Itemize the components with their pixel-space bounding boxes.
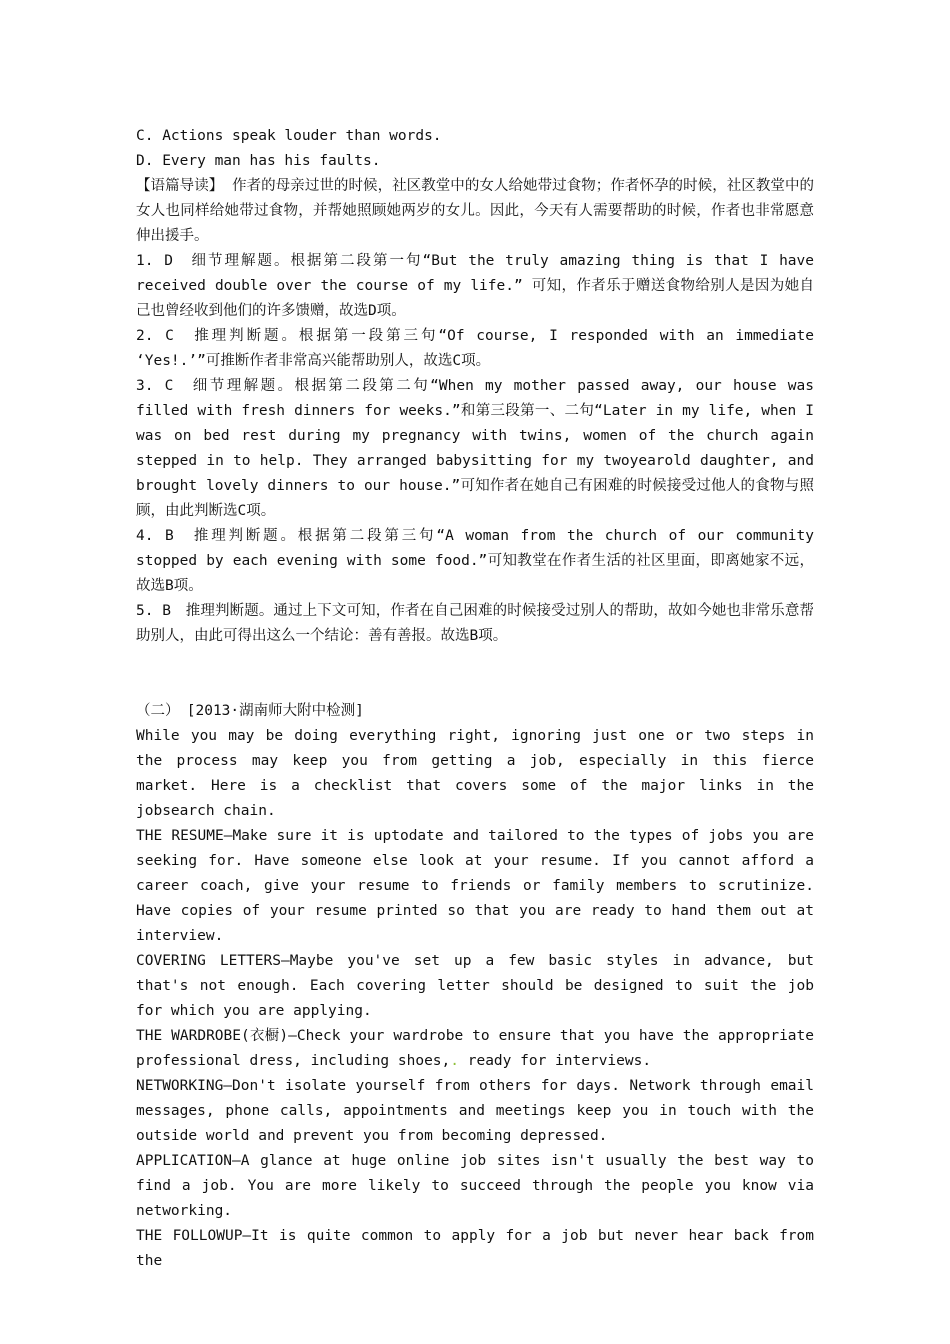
wardrobe-dot: . <box>450 1053 460 1069</box>
followup-paragraph: THE FOLLOWUP—It is quite common to apply for a job but never hear back from the <box>136 1228 814 1269</box>
answer-3: 3. C 细节理解题。根据第二段第二句“When my mother passed away, our house was filled with fresh dinners for weeks.”和第三段第一、二句“Later in my life, when I was on bed rest during my pregnancy with twins, women of the church again stepped in to help. They arranged babysitting for my twoyearold daughter, and brought lovely dinners to our house.”可知作者在她自己有困难的时候接受过他人的食物与照顾，由此判断选C项。 <box>136 378 814 519</box>
option-d: D. Every man has his faults. <box>136 153 381 169</box>
covering-letters-paragraph: COVERING LETTERS—Maybe you've set up a few basic styles in advance, but that's not enough. Each covering letter should be designed to suit the job for which you are applying. <box>136 953 814 1019</box>
wardrobe-paragraph <box>136 1024 814 1074</box>
section-heading: （二） [2013·湖南师大附中检测] <box>136 703 364 719</box>
answer-5: 5. B 推理判断题。通过上下文可知，作者在自己困难的时候接受过别人的帮助，故如今她也非常乐意帮助别人，由此可得出这么一个结论：善有善报。故选B项。 <box>136 603 814 644</box>
application-paragraph: APPLICATION—A glance at huge online job sites isn't usually the best way to find a job. You are more likely to succeed through the people you know via networking. <box>136 1153 814 1219</box>
wardrobe-text-b: ready for interviews. <box>459 1053 652 1069</box>
passage-guide: 【语篇导读】 作者的母亲过世的时候，社区教堂中的女人给她带过食物；作者怀孕的时候，社区教堂中的女人也同样给她带过食物，并帮她照顾她两岁的女儿。因此，今天有人需要帮助的时候，作者也非常愿意伸出援手。 <box>136 178 814 244</box>
section-spacer <box>136 649 814 699</box>
wardrobe-text-a: THE WARDROBE(衣橱)—Check your wardrobe to ensure that you have the appropriate professional dress, including shoes, <box>136 1028 814 1069</box>
answer-4: 4. B 推理判断题。根据第二段第三句“A woman from the church of our community stopped by each evening with some food.”可知教堂在作者生活的社区里面，即离她家不远，故选B项。 <box>136 528 814 594</box>
document-page <box>136 124 814 1274</box>
intro-paragraph: While you may be doing everything right, ignoring just one or two steps in the process may keep you from getting a job, especially in this fierce market. Here is a checklist that covers some of the major links in the jobsearch chain. <box>136 728 814 819</box>
answer-2: 2. C 推理判断题。根据第一段第三句“Of course, I responded with an immediate ‘Yes!.’”可推断作者非常高兴能帮助别人，故选C项。 <box>136 328 814 369</box>
option-c: C. Actions speak louder than words. <box>136 128 442 144</box>
answer-1: 1. D 细节理解题。根据第二段第一句“But the truly amazing thing is that I have received double over the course of my life.” 可知，作者乐于赠送食物给别人是因为她自己也曾经收到他们的许多馈赠，故选D项。 <box>136 253 814 319</box>
resume-paragraph: THE RESUME—Make sure it is uptodate and tailored to the types of jobs you are seeking for. Have someone else look at your resume. If you cannot afford a career coach, give your resume to friends or family members to scrutinize. Have copies of your resume printed so that you are ready to hand them out at interview. <box>136 828 814 944</box>
networking-paragraph: NETWORKING—Don't isolate yourself from others for days. Network through email messages, phone calls, appointments and meetings keep you in touch with the outside world and prevent you from becoming depressed. <box>136 1078 814 1144</box>
